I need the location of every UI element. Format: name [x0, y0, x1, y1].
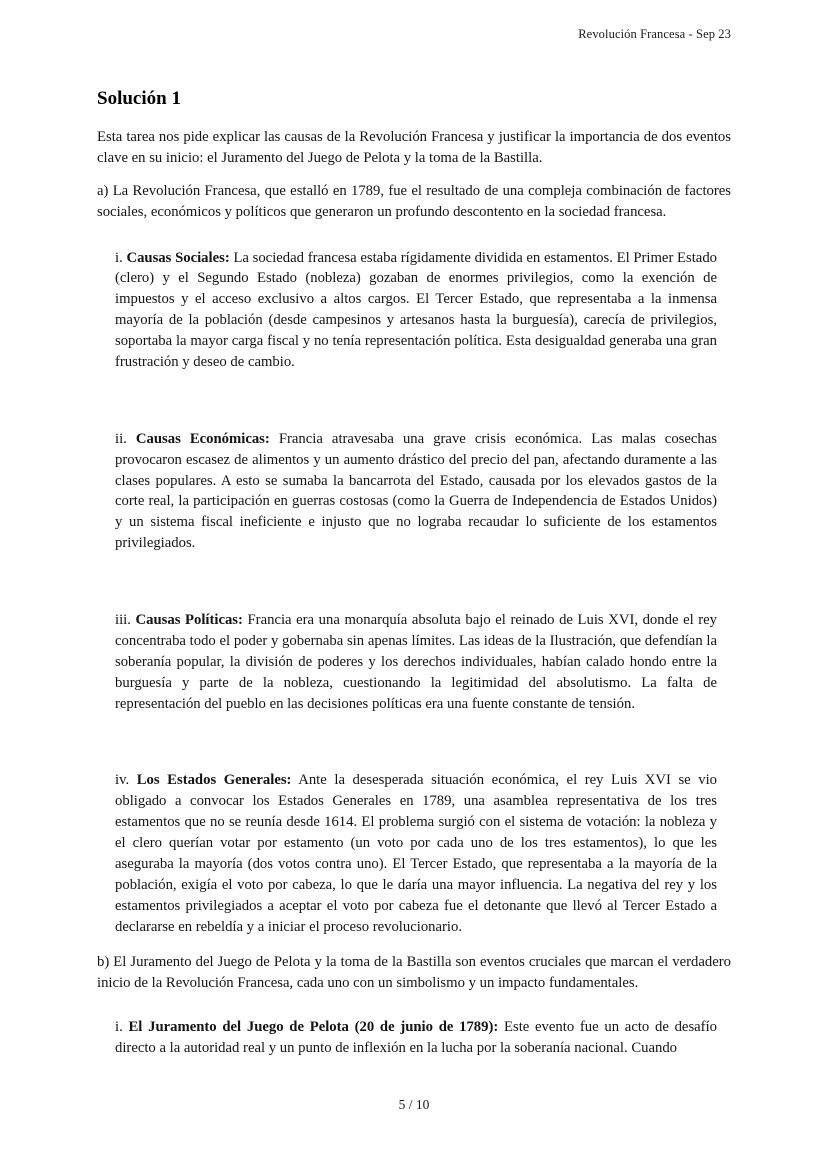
paragraph-b: b) El Juramento del Juego de Pelota y la toma de la Bastilla son eventos cruciales que marcan el verdadero inicio de la Revolución Francesa, cada uno con un simbolismo y un impacto fundamentales. — [97, 954, 731, 992]
intro-paragraph: Esta tarea nos pide explicar las causas de la Revolución Francesa y justificar la importancia de dos eventos clave en su inicio: el Juramento del Juego de Pelota y la toma de la Bastilla. — [97, 129, 731, 166]
list-term: Causas Políticas: — [135, 612, 243, 628]
list-text: Este evento fue un acto de desafío directo a la autoridad real y un punto de inflexión en la lucha por la soberanía nacional. Cuando — [115, 1019, 718, 1056]
list-term: Causas Sociales: — [126, 249, 230, 266]
list-item-juramento-juego-pelota — [115, 1017, 717, 1059]
list-text: Ante la desesperada situación económica, el rey Luis XVI se vio obligado a convocar los Estados Generales en 1789, una asamblea representativa de los tres estamentos que no se reunía desde 1614. El problema surgió con el sistema de votación: la nobleza y el clero querían votar por estamento (un voto por cada uno de los tres estamentos), lo que les aseguraba la mayoría (dos votos contra uno). El Tercer Estado, que representaba a la mayoría de la población, exigía el voto por cabeza, lo que le daría una mayor influencia. La negativa del rey y los estamentos privilegiados a aceptar el voto por cabeza fue el detonante que llevó al Tercer Estado a declararse en rebeldía y a iniciar el proceso revolucionario. — [115, 772, 718, 935]
page-number: 5 / 10 — [398, 1097, 430, 1112]
page-footer — [0, 1097, 828, 1113]
list-marker: iv. — [115, 772, 130, 789]
document-content — [97, 88, 731, 1059]
solution-title: Solución 1 — [97, 88, 181, 109]
list-item-estados-generales — [115, 770, 717, 937]
paragraph-a: a) La Revolución Francesa, que estalló en 1789, fue el resultado de una compleja combinación de factores sociales, económicos y políticos que generaron un profundo descontento en la sociedad francesa. — [97, 182, 731, 220]
list-item-causas-economicas — [115, 429, 717, 554]
list-marker: i. — [115, 1019, 123, 1036]
list-text: Francia era una monarquía absoluta bajo el reinado de Luis XVI, donde el rey concentraba todo el poder y gobernaba sin apenas límites. Las ideas de la Ilustración, que defendían la soberanía popular, la división de poderes y los derechos individuales, habían calado hondo entre la burguesía y parte de la nobleza, cuestionando la legitimidad del absolutismo. La falta de representación del pueblo en las decisiones políticas era una fuente constante de tensión. — [115, 612, 718, 712]
list-text: La sociedad francesa estaba rígidamente dividida en estamentos. El Primer Estado (clero) y el Segundo Estado (nobleza) gozaban de enormes privilegios, como la exención de impuestos y el acceso exclusivo a altos cargos. El Tercer Estado, que representaba a la inmensa mayoría de la población (desde campesinos y artesanos hasta la burguesía), carecía de privilegios, soportaba la mayor carga fiscal y no tenía representación política. Esta desigualdad generaba una gran frustración y deseo de cambio. — [115, 249, 718, 370]
list-marker: iii. — [115, 612, 131, 628]
list-marker: ii. — [115, 430, 127, 447]
events-list — [97, 1017, 731, 1059]
list-term: Causas Económicas: — [135, 430, 270, 447]
list-marker: i. — [115, 249, 123, 266]
list-term: Los Estados Generales: — [136, 772, 292, 789]
causes-list — [97, 248, 731, 938]
header-text: Revolución Francesa - Sep 23 — [578, 27, 731, 41]
list-item-causas-sociales — [115, 248, 717, 373]
list-term: El Juramento del Juego de Pelota (20 de junio de 1789): — [128, 1019, 499, 1036]
list-item-causas-politicas — [115, 610, 717, 714]
list-text: Francia atravesaba una grave crisis económica. Las malas cosechas provocaron escasez de alimentos y un aumento drástico del precio del pan, afectando duramente a las clases populares. A esto se sumaba la bancarrota del Estado, causada por los elevados gastos de la corte real, la participación en guerras costosas (como la Guerra de Independencia de Estados Unidos) y un sistema fiscal ineficiente e injusto que no lograba recaudar lo suficiente de los estamentos privilegiados. — [115, 430, 717, 552]
page-header — [578, 27, 731, 42]
